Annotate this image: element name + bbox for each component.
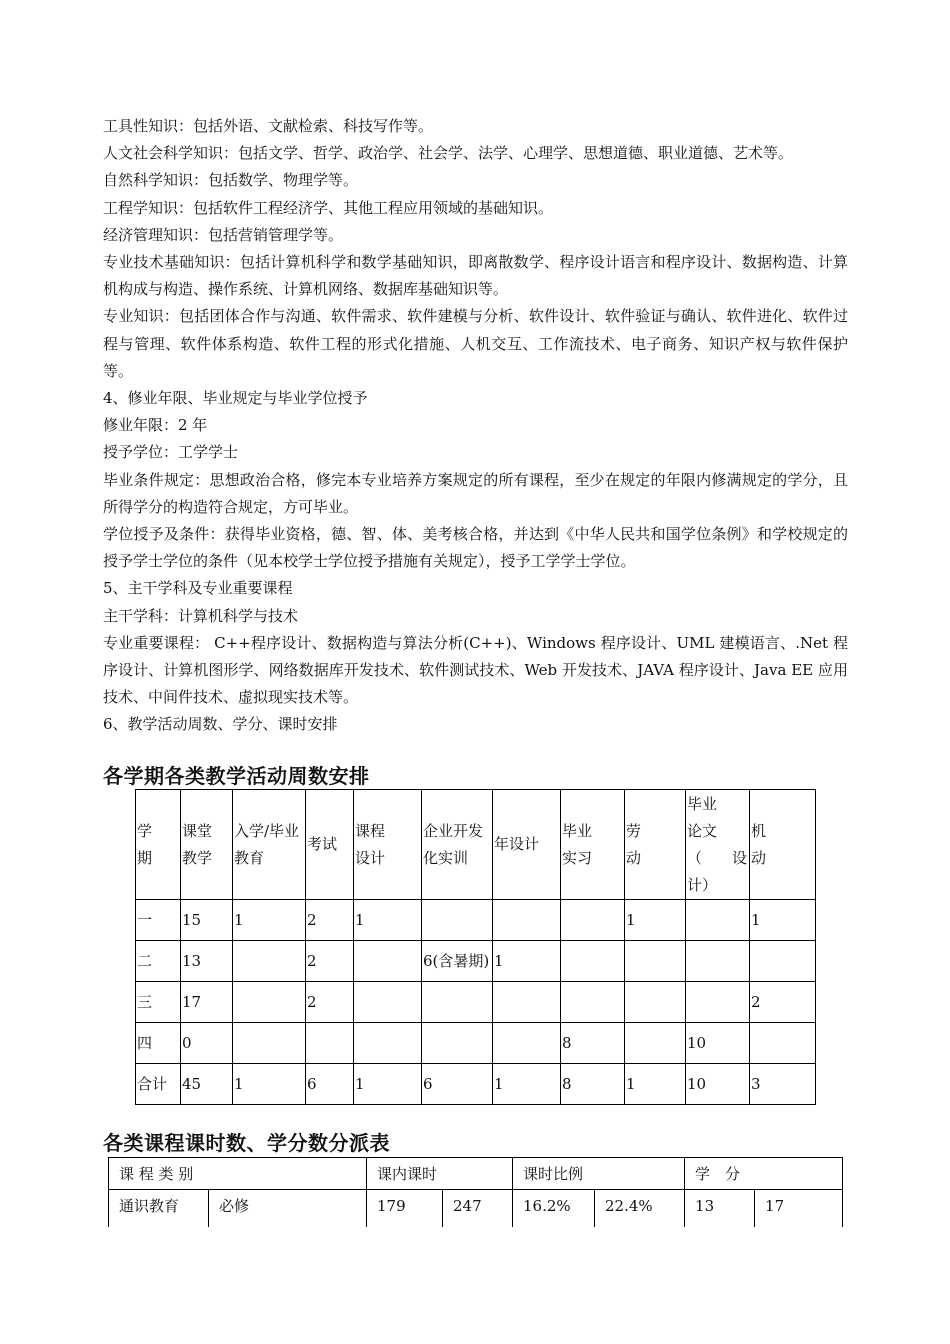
cell: 二 <box>136 941 181 982</box>
cell: 15 <box>181 900 233 941</box>
cell: 2 <box>306 900 354 941</box>
section-heading-6: 6、教学活动周数、学分、课时安排 <box>103 715 338 734</box>
cell: 13 <box>181 941 233 982</box>
paragraph-tool-knowledge: 工具性知识：包括外语、文献检索、科技写作等。 <box>103 117 434 135</box>
header-cell: 考试 <box>306 790 354 900</box>
cell: 一 <box>136 900 181 941</box>
cell: 17 <box>755 1190 843 1228</box>
table-row <box>136 900 816 941</box>
cell: 6(含暑期) <box>422 941 493 982</box>
paragraph-economics: 经济管理知识：包括营销管理学等。 <box>103 225 344 244</box>
paragraph-main-discipline: 主干学科：计算机科学与技术 <box>103 606 299 625</box>
cell: 2 <box>306 941 354 982</box>
paragraph-study-years: 修业年限：2 年 <box>103 416 208 435</box>
cell: 3 <box>750 1064 816 1105</box>
cell: 10 <box>686 1023 750 1064</box>
cell <box>686 982 750 1023</box>
header-cell-category: 课 程 类 别 <box>109 1158 367 1190</box>
cell: 45 <box>181 1064 233 1105</box>
cell: 22.4% <box>595 1190 685 1228</box>
cell <box>625 982 686 1023</box>
cell: 1 <box>354 900 422 941</box>
cell <box>686 941 750 982</box>
table1-title: 各学期各类教学活动周数安排 <box>103 764 370 788</box>
cell: 1 <box>493 941 561 982</box>
cell: 四 <box>136 1023 181 1064</box>
header-cell-credits: 学 分 <box>685 1158 843 1190</box>
table2-title: 各类课程课时数、学分数分派表 <box>103 1131 390 1155</box>
cell: 1 <box>354 1064 422 1105</box>
paragraph-graduation-rules: 毕业条件规定：思想政治合格，修完本专业培养方案规定的所有课程，至少在规定的年限内修满规定的学分，且所得学分的构造符合规定，方可毕业。 <box>103 470 848 516</box>
cell: 1 <box>625 1064 686 1105</box>
cell <box>493 900 561 941</box>
cell: 6 <box>306 1064 354 1105</box>
cell: 16.2% <box>513 1190 595 1228</box>
cell <box>354 1023 422 1064</box>
table-row <box>136 1023 816 1064</box>
cell <box>686 900 750 941</box>
table-row <box>136 982 816 1023</box>
header-cell: 课程 设计 <box>354 790 422 900</box>
cell: 1 <box>233 1064 306 1105</box>
cell <box>422 900 493 941</box>
cell: 13 <box>685 1190 755 1228</box>
cell: 8 <box>561 1064 625 1105</box>
cell <box>422 1023 493 1064</box>
paragraph-natural-science: 自然科学知识：包括数学、物理学等。 <box>103 171 359 190</box>
course-hours-table <box>108 1157 843 1227</box>
cell <box>306 1023 354 1064</box>
weeks-schedule-table <box>135 789 816 1105</box>
cell: 三 <box>136 982 181 1023</box>
header-cell: 入学/毕业 教育 <box>233 790 306 900</box>
body-text <box>103 113 848 739</box>
cell: 2 <box>306 982 354 1023</box>
table-header-row <box>136 790 816 900</box>
cell <box>750 941 816 982</box>
cell <box>625 1023 686 1064</box>
table-row <box>136 941 816 982</box>
cell <box>561 900 625 941</box>
cell <box>233 982 306 1023</box>
header-cell: 学 期 <box>136 790 181 900</box>
paragraph-degree: 授予学位：工学学士 <box>103 443 239 462</box>
section-heading-4: 4、修业年限、毕业规定与毕业学位授予 <box>103 389 368 408</box>
cell <box>561 941 625 982</box>
cell: 1 <box>493 1064 561 1105</box>
cell: 17 <box>181 982 233 1023</box>
cell: 10 <box>686 1064 750 1105</box>
cell <box>233 941 306 982</box>
header-cell: 毕业 论文 （ 设 计） <box>686 790 750 900</box>
paragraph-professional-knowledge: 专业知识：包括团体合作与沟通、软件需求、软件建模与分析、软件设计、软件验证与确认、软件进化、软件过程与管理、软件体系构造、软件工程的形式化措施、人机交互、工作流技术、电子商务、知识产权与软件保护等。 <box>103 307 848 380</box>
cell: 179 <box>367 1190 443 1228</box>
header-cell: 课堂 教学 <box>181 790 233 900</box>
cell <box>493 1023 561 1064</box>
paragraph-key-courses: 专业重要课程： C++程序设计、数据构造与算法分析(C++)、Windows 程序设计、UML 建模语言、.Net 程序设计、计算机图形学、网络数据库开发技术、软件测试技术、Web 开发技术、JAVA 程序设计、Java EE 应用技术、中间件技术、虚拟现实技术等。 <box>103 633 848 707</box>
header-cell: 机 动 <box>750 790 816 900</box>
table-row <box>109 1190 843 1228</box>
cell <box>625 941 686 982</box>
cell <box>493 982 561 1023</box>
section-heading-5: 5、主干学科及专业重要课程 <box>103 579 293 598</box>
cell: 247 <box>443 1190 513 1228</box>
cell: 8 <box>561 1023 625 1064</box>
cell <box>750 1023 816 1064</box>
cell: 2 <box>750 982 816 1023</box>
table-total-row <box>136 1064 816 1105</box>
paragraph-degree-conditions: 学位授予及条件：获得毕业资格，德、智、体、美考核合格，并达到《中华人民共和国学位条例》和学校规定的授予学士学位的条件（见本校学士学位授予措施有关规定），授予工学学士学位。 <box>103 525 848 571</box>
cell <box>422 982 493 1023</box>
cell <box>561 982 625 1023</box>
paragraph-engineering: 工程学知识：包括软件工程经济学、其他工程应用领域的基础知识。 <box>103 198 554 217</box>
cell: 0 <box>181 1023 233 1064</box>
cell: 1 <box>625 900 686 941</box>
cell <box>354 941 422 982</box>
header-cell: 毕业 实习 <box>561 790 625 900</box>
cell: 6 <box>422 1064 493 1105</box>
paragraph-tech-foundation: 专业技术基础知识：包括计算机科学和数学基础知识，即离散数学、程序设计语言和程序设计、数据构造、计算机构成与构造、操作系统、计算机网络、数据库基础知识等。 <box>103 253 848 299</box>
cell <box>233 1023 306 1064</box>
cell: 1 <box>233 900 306 941</box>
header-cell: 企业开发 化实训 <box>422 790 493 900</box>
cell <box>354 982 422 1023</box>
paragraph-humanities-knowledge: 人文社会科学知识：包括文学、哲学、政治学、社会学、法学、心理学、思想道德、职业道德、艺术等。 <box>103 144 794 163</box>
cell: 通识教育 <box>109 1190 209 1228</box>
header-cell: 劳 动 <box>625 790 686 900</box>
header-cell: 年设计 <box>493 790 561 900</box>
table-header-row <box>109 1158 843 1190</box>
header-cell-ratio: 课时比例 <box>513 1158 685 1190</box>
cell: 1 <box>750 900 816 941</box>
cell: 合计 <box>136 1064 181 1105</box>
header-cell-hours: 课内课时 <box>367 1158 513 1190</box>
cell: 必修 <box>209 1190 367 1228</box>
